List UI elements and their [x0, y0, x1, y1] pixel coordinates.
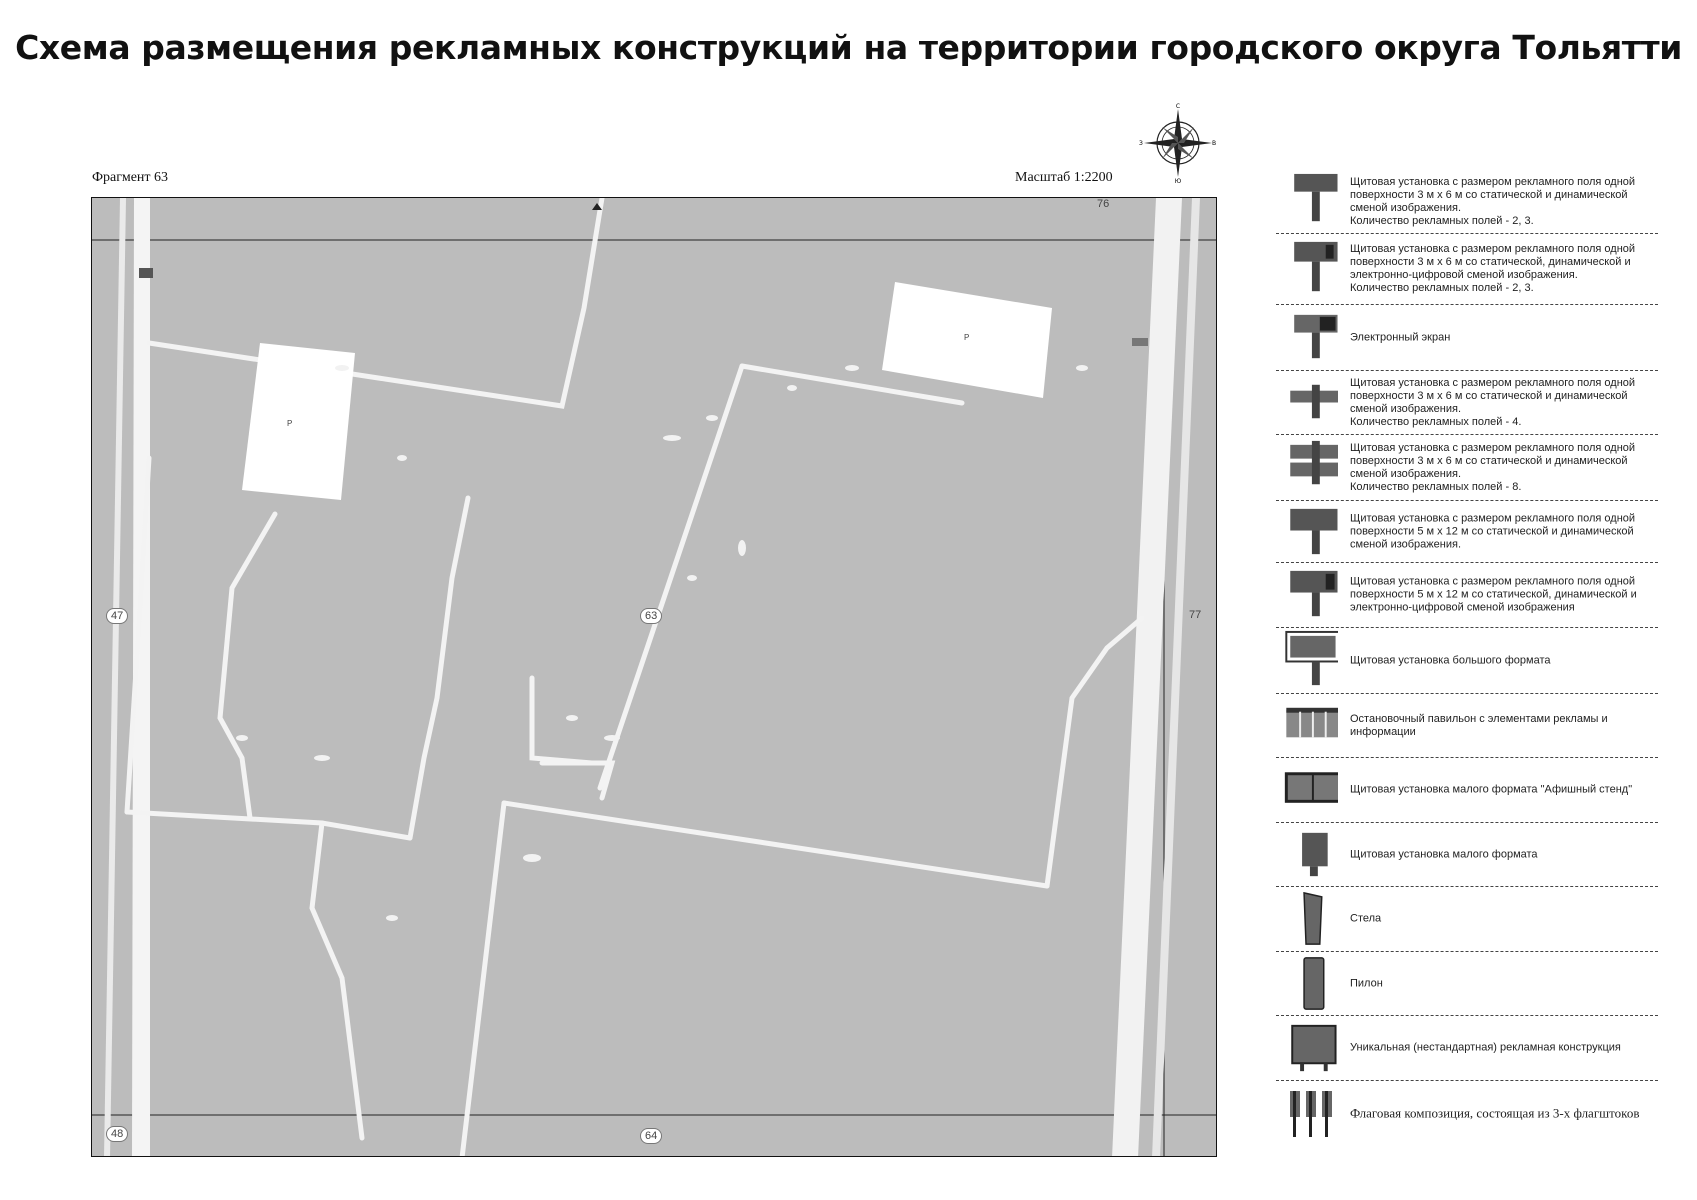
legend-item [1276, 887, 1658, 952]
unique-structure-icon [1276, 1016, 1338, 1080]
parking-label-left: P [287, 419, 293, 428]
legend-text: Пилон [1350, 977, 1383, 989]
legend-text: Флаговая композиция, состоящая из 3-х флагштоков [1350, 1105, 1640, 1121]
legend-text: Щитовая установка малого формата "Афишный стенд" [1350, 783, 1633, 796]
small-format-billboard-icon [1276, 823, 1338, 886]
legend-item [1276, 628, 1658, 694]
legend [1276, 170, 1658, 1145]
billboard-3x6-icon [1276, 170, 1338, 233]
pylon-icon [1276, 952, 1338, 1015]
compass-west-label: З [1139, 140, 1143, 147]
legend-text: Щитовая установка малого формата [1350, 848, 1538, 860]
legend-item [1276, 170, 1658, 234]
sheet-number-76: 76 [1097, 198, 1110, 210]
flag-composition-icon [1276, 1081, 1338, 1145]
parking-label-right: P [964, 333, 970, 342]
billboard-5x12-digital-icon [1276, 563, 1338, 627]
map-fragment[interactable] [91, 197, 1217, 1157]
bus-stop-pavilion-icon [1276, 694, 1338, 757]
large-format-billboard-icon [1276, 628, 1338, 693]
scale-label: Масштаб 1:2200 [1015, 170, 1113, 185]
legend-item [1276, 952, 1658, 1016]
legend-item [1276, 305, 1658, 371]
billboard-4-fields-icon [1276, 371, 1338, 434]
legend-item [1276, 234, 1658, 305]
sheet-number-48: 48 [106, 1126, 128, 1142]
compass-east-label: В [1212, 140, 1217, 147]
poster-stand-icon [1276, 758, 1338, 822]
billboard-5x12-icon [1276, 501, 1338, 562]
legend-text: Щитовая установка с размером рекламного поля одной поверхности 3 м х 6 м со статической и динамической сменой изображения. Количество рекламных полей - 2, 3. [1350, 175, 1636, 227]
legend-item [1276, 823, 1658, 887]
fragment-label: Фрагмент 63 [92, 170, 169, 185]
legend-text: Остановочный павильон с элементами рекламы и информации [1350, 712, 1608, 738]
legend-item [1276, 501, 1658, 563]
legend-item [1276, 371, 1658, 435]
compass-north-label: С [1175, 103, 1181, 110]
legend-text: Щитовая установка с размером рекламного поля одной поверхности 3 м х 6 м со статической и динамической сменой изображения. Количество рекламных полей - 4. [1350, 376, 1636, 428]
map-drawing [92, 198, 1217, 1157]
legend-text: Электронный экран [1350, 331, 1451, 343]
legend-text: Стела [1350, 912, 1382, 925]
electronic-screen-icon [1276, 305, 1338, 370]
legend-item [1276, 435, 1658, 501]
legend-item [1276, 758, 1658, 823]
legend-text: Щитовая установка с размером рекламного поля одной поверхности 5 м х 12 м со статической, динамической и электронно-цифровой сменой изображения [1350, 575, 1637, 614]
sheet-number-77: 77 [1189, 609, 1202, 621]
legend-text: Щитовая установка большого формата [1350, 654, 1551, 666]
sheet-number-47: 47 [106, 608, 128, 624]
stela-icon [1276, 887, 1338, 951]
legend-item [1276, 563, 1658, 628]
billboard-8-fields-icon [1276, 435, 1338, 500]
legend-item [1276, 694, 1658, 758]
compass-south-label: Ю [1174, 178, 1182, 183]
map-title: Схема размещения рекламных конструкций на территории городского округа Тольятти [15, 28, 1682, 67]
sheet-number-64: 64 [640, 1128, 662, 1144]
legend-text: Щитовая установка с размером рекламного поля одной поверхности 5 м х 12 м со статической и динамической сменой изображения. [1350, 512, 1636, 550]
legend-text: Щитовая установка с размером рекламного поля одной поверхности 3 м х 6 м со статической и динамической сменой изображения. Количество рекламных полей - 8. [1350, 441, 1636, 493]
legend-text: Уникальная (нестандартная) рекламная конструкция [1350, 1041, 1621, 1054]
legend-text: Щитовая установка с размером рекламного поля одной поверхности 3 м х 6 м со статической, динамической и электронно-цифровой сменой изображения. Количество рекламных полей - 2, 3. [1350, 243, 1636, 294]
compass-rose-icon [1138, 103, 1218, 183]
billboard-3x6-digital-icon [1276, 234, 1338, 304]
sheet-number-63: 63 [640, 608, 662, 624]
legend-item [1276, 1016, 1658, 1081]
legend-item [1276, 1081, 1658, 1145]
